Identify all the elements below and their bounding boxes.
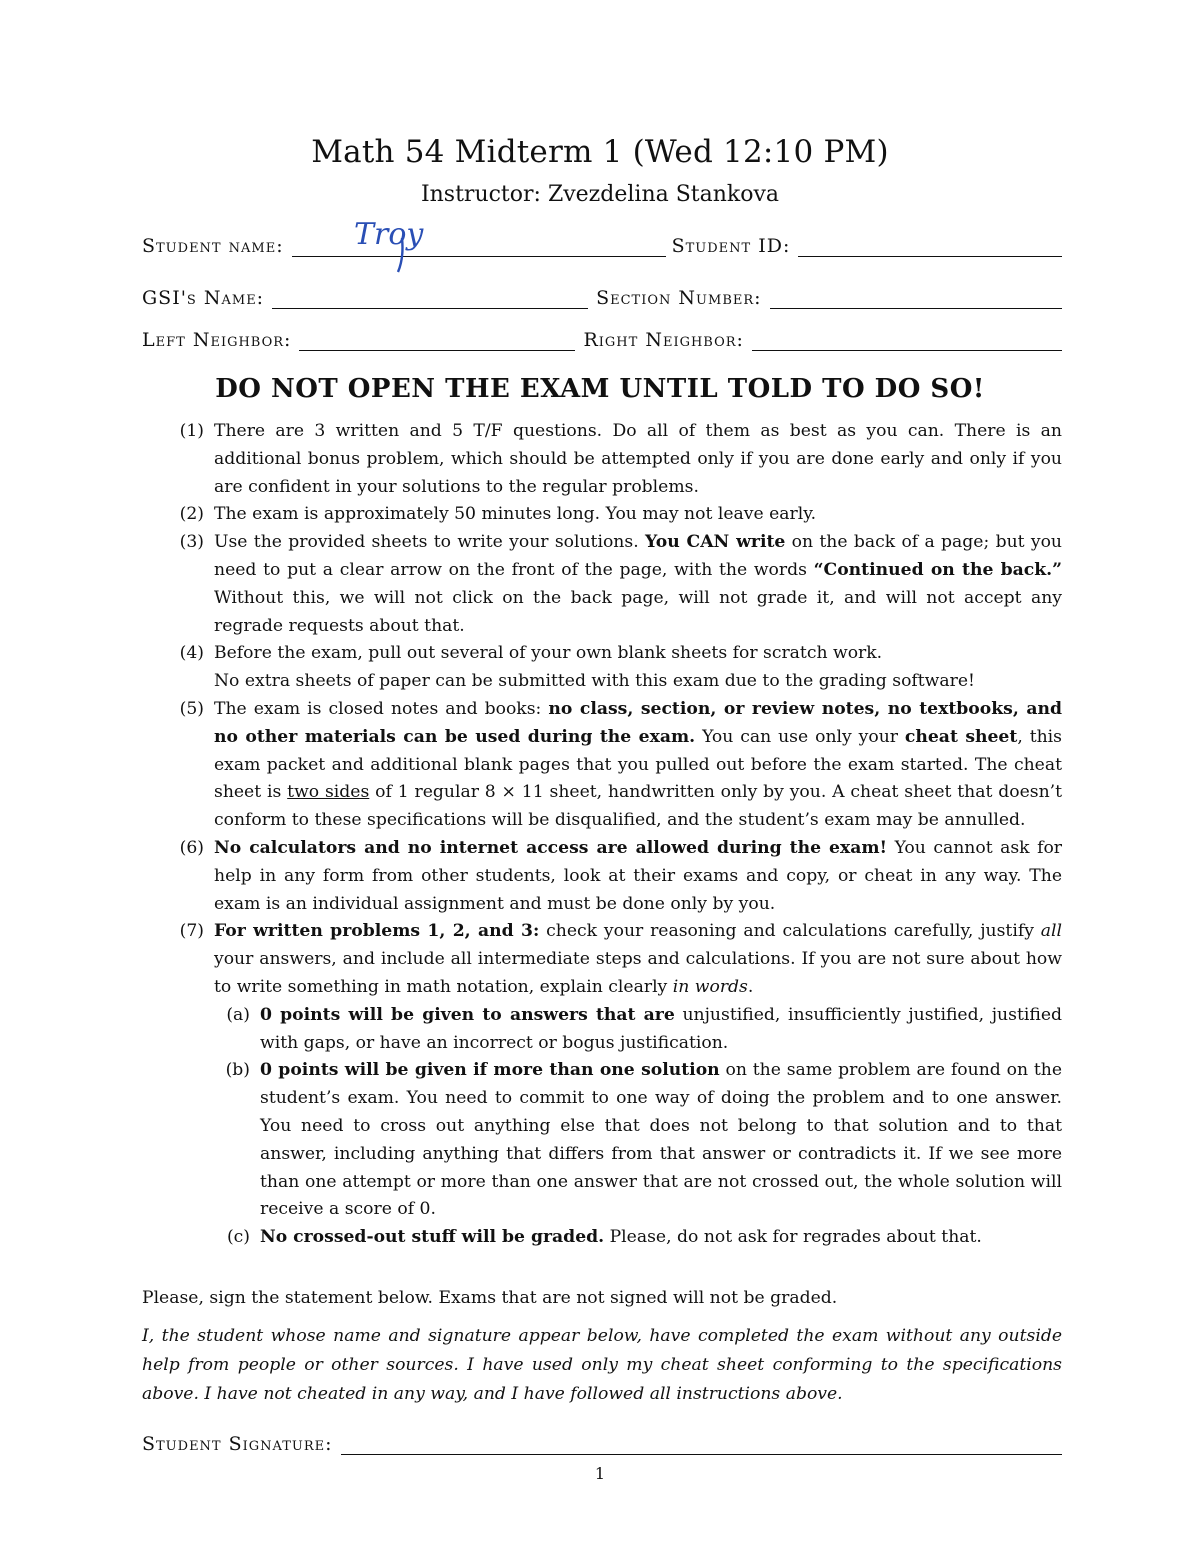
signature-field[interactable] — [341, 1432, 1062, 1455]
rule-7 — [142, 918, 1062, 1001]
subrule-number: (c) — [226, 1227, 250, 1248]
signature-label: Student Signature: — [142, 1433, 333, 1455]
student-id-field[interactable] — [798, 234, 1062, 257]
instructor-line: Instructor: Zvezdelina Stankova — [420, 182, 780, 207]
right-neighbor-field[interactable] — [752, 328, 1062, 351]
rule-number: (2) — [179, 504, 204, 525]
student-name-field[interactable] — [292, 234, 666, 257]
name-id-row — [142, 234, 1062, 257]
rule-7a — [214, 1002, 1062, 1058]
rule-1 — [142, 418, 1062, 501]
rule-3 — [142, 529, 1062, 640]
handwritten-name — [352, 216, 432, 280]
left-neighbor-field[interactable] — [299, 328, 575, 351]
rule-4 — [142, 640, 1062, 696]
neighbor-row — [142, 328, 1062, 351]
subrule-text: No crossed-out stuff will be graded. Please, do not ask for regrades about that. — [260, 1227, 982, 1248]
student-id-label: Student ID: — [671, 235, 791, 257]
rule-text: There are 3 written and 5 T/F questions. Do all of them as best as you can. There is an additional bonus problem, which should be attempted only if you are done early and only if you are confident in your solutions to the regular problems. — [214, 421, 1062, 497]
right-neighbor-label: Right Neighbor: — [583, 329, 744, 351]
handwritten-name-text: Troy — [354, 217, 424, 252]
subrule-number: (b) — [225, 1060, 250, 1081]
rule-number: (4) — [179, 643, 204, 664]
warning-heading: DO NOT OPEN THE EXAM UNTIL TOLD TO DO SO! — [215, 374, 985, 404]
rule-text: The exam is approximately 50 minutes long. You may not leave early. — [214, 504, 817, 525]
rule-number: (5) — [179, 698, 204, 719]
signing-instruction: Please, sign the statement below. Exams that are not signed will not be graded. — [142, 1288, 838, 1308]
left-neighbor-label: Left Neighbor: — [142, 329, 292, 351]
subrule-number: (a) — [226, 1004, 250, 1025]
rule-number: (7) — [179, 921, 204, 942]
rule-text: Before the exam, pull out several of your own blank sheets for scratch work. No extra sheets of paper can be submitted with this exam due to the grading software! — [214, 643, 975, 692]
instructions-list — [142, 418, 1062, 1252]
subrule-text: 0 points will be given to answers that are unjustified, insufficiently justified, justified with gaps, or have an incorrect or bogus justification. — [260, 1004, 1062, 1053]
rule-number: (1) — [179, 421, 204, 441]
rule-number: (6) — [179, 837, 204, 858]
rule-6 — [142, 835, 1062, 918]
section-number-field[interactable] — [770, 286, 1062, 309]
gsi-section-row — [142, 286, 1062, 309]
student-name-label: Student name: — [142, 235, 284, 257]
section-number-label: Section Number: — [596, 287, 762, 309]
subrule-text: 0 points will be given if more than one solution on the same problem are found on the student’s exam. You need to commit to one way of doing the problem and to one answer. You need to cross out anything else that does not belong to that solution and to that answer, including anything that differs from that answer or contradicts it. If we see more than one attempt or more than one answer that are not crossed out, the whole solution will receive a score of 0. — [260, 1060, 1063, 1220]
rule-number: (3) — [179, 532, 204, 553]
rule-text: The exam is closed notes and books: no class, section, or review notes, no textbooks, and no other materials can be used during the exam. You can use only your cheat sheet, this exam packet and additional blank pages that you pulled out before the exam started. The cheat sheet is two sides of 1 regular 8 × 11 sheet, handwritten only by you. A cheat sheet that doesn’t conform to these specifications will be disqualified, and the student’s exam may be annulled. — [214, 698, 1063, 831]
rule-text: Use the provided sheets to write your solutions. You CAN write on the back of a page; but you need to put a clear arrow on the front of the page, with the words “Continued on the back.” Without this, we will not click on the back page, will not grade it, and will not accept any regrade requests about that. — [214, 532, 1063, 636]
rule-5 — [142, 696, 1062, 835]
rule-7c — [214, 1224, 1062, 1252]
gsi-name-field[interactable] — [272, 286, 588, 309]
rule-2 — [142, 501, 1062, 529]
rule-text: For written problems 1, 2, and 3: check your reasoning and calculations carefully, justify all your answers, and include all intermediate steps and calculations. If you are not sure about how to write something in math notation, explain clearly in words. — [214, 921, 1062, 997]
gsi-name-label: GSI's Name: — [142, 287, 265, 309]
honor-statement: I, the student whose name and signature appear below, have completed the exam without any outside help from people or other sources. I have used only my cheat sheet conforming to the specifications above. I have not cheated in any way, and I have followed all instructions above. — [142, 1326, 1062, 1404]
exam-title: Math 54 Midterm 1 (Wed 12:10 PM) — [311, 134, 889, 170]
rule-text: No calculators and no internet access are allowed during the exam! You cannot ask for help in any form from other students, look at their exams and copy, or cheat in any way. The exam is an individual assignment and must be done only by you. — [214, 837, 1063, 914]
signature-row — [142, 1432, 1062, 1455]
rule-7b — [214, 1057, 1062, 1224]
page-number: 1 — [594, 1464, 606, 1483]
